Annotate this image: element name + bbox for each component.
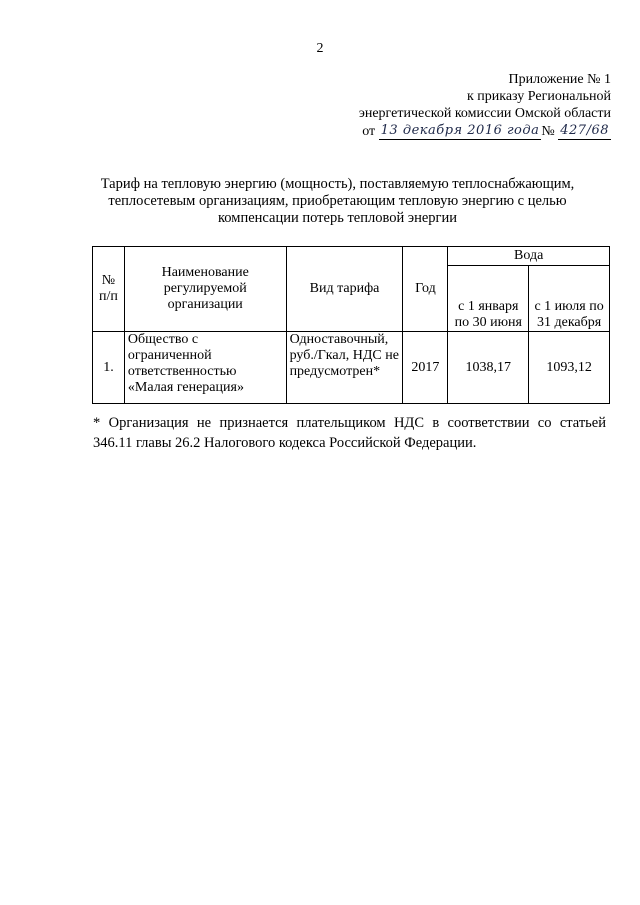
cell-value-2: 1093,12 (529, 332, 610, 404)
handwritten-date: 13 декабря 2016 года (380, 123, 540, 138)
number-prefix: № (541, 124, 555, 139)
appendix-line-2: к приказу Региональной (466, 89, 611, 104)
header-org: Наименование регулируемой организации (124, 247, 286, 332)
handwritten-number: 427/68 (560, 123, 609, 138)
title-line-3: компенсации потерь тепловой энергии (218, 210, 457, 226)
cell-year: 2017 (403, 332, 448, 404)
order-date-number (359, 122, 611, 140)
header-tariff: Вид тарифа (286, 247, 403, 332)
cell-num: 1. (93, 332, 125, 404)
cell-org: Общество с ограниченной ответственностью «Малая генерация» (124, 332, 286, 404)
cell-tariff: Одноставочный, руб./Гкал, НДС не предусмотрен* (286, 332, 403, 404)
title-line-1: Тариф на тепловую энергию (мощность), поставляемую теплоснабжающим, (100, 176, 575, 192)
table-row (93, 332, 610, 404)
header-num: № п/п (93, 247, 125, 332)
header-water: Вода (448, 247, 610, 266)
title-line-2: теплосетевым организациям, приобретающим тепловую энергию с целью (108, 193, 567, 209)
appendix-line-3: энергетической комиссии Омской области (358, 106, 611, 121)
page-number: 2 (316, 41, 324, 56)
footnote: * Организация не признается плательщиком НДС в соответствии со статьей 346.11 главы 26.2 Налогового кодекса Российской Федерации. (93, 415, 606, 451)
appendix-line-1: Приложение № 1 (508, 72, 611, 87)
table-header-row (93, 247, 610, 266)
tariff-table (92, 246, 610, 404)
header-year: Год (403, 247, 448, 332)
date-prefix: от (362, 124, 376, 139)
cell-value-1: 1038,17 (448, 332, 529, 404)
appendix-header (359, 71, 611, 140)
document-title (70, 176, 605, 227)
header-period-1: с 1 января по 30 июня (448, 266, 529, 332)
header-period-2: с 1 июля по 31 декабря (529, 266, 610, 332)
